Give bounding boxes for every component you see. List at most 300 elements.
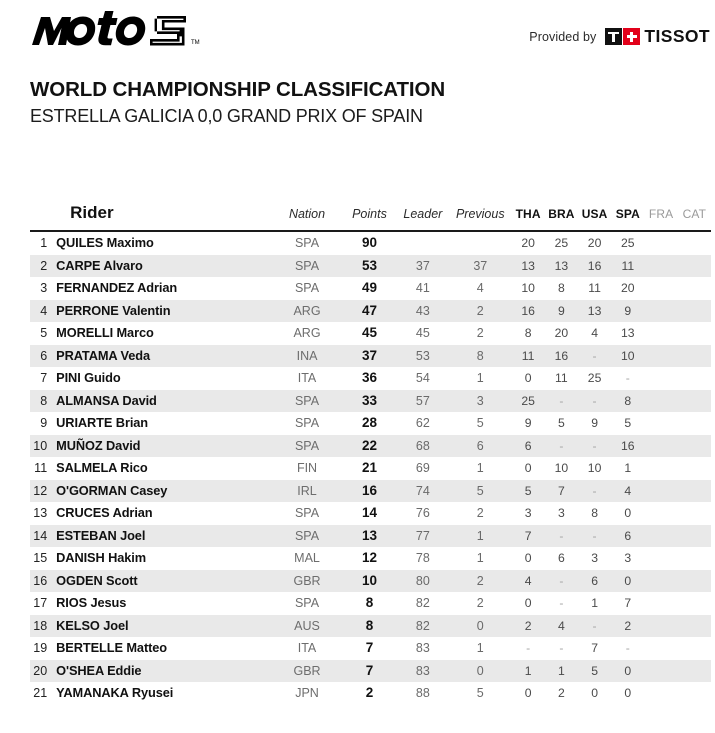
row-position: 1 [40, 236, 48, 250]
row-race-result-5 [678, 367, 711, 390]
moto3-wordmark-icon [28, 11, 208, 51]
row-race-result-0: 2 [524, 618, 532, 633]
row-position: 4 [40, 303, 48, 318]
row-race-result-1: 13 [554, 258, 569, 273]
rider-given-name: Brian [112, 415, 149, 430]
rider-surname: YAMANAKA [56, 685, 129, 700]
row-leader-gap: 76 [415, 506, 430, 520]
row-nation: SPA [294, 258, 320, 273]
standings-table [30, 203, 711, 705]
row-previous-gap: 5 [476, 483, 484, 498]
row-position: 10 [33, 438, 48, 453]
rider-surname: QUILES [56, 235, 104, 250]
row-position: 16 [33, 573, 48, 588]
row-race-result-0: 4 [524, 573, 532, 588]
rider-given-name: Marco [113, 325, 154, 340]
row-rider-name[interactable] [52, 412, 272, 435]
row-leader-gap: 53 [415, 348, 430, 363]
rider-given-name: Valentin [118, 302, 171, 318]
row-race-result-0: 1 [524, 663, 532, 678]
row-rider-name[interactable] [52, 637, 272, 660]
table-row[interactable] [30, 637, 711, 660]
row-race-result-2: - [592, 393, 597, 408]
row-nation: ITA [297, 371, 317, 385]
row-nation: GBR [293, 573, 321, 588]
row-points: 21 [361, 460, 377, 475]
row-nation: JPN [295, 686, 319, 700]
row-points: 22 [361, 437, 377, 453]
row-leader-gap: 78 [415, 551, 430, 565]
row-race-result-2: - [592, 528, 597, 543]
row-race-result-2: 0 [591, 686, 598, 700]
rider-surname: FERNANDEZ [56, 280, 135, 295]
row-race-result-2: - [592, 438, 597, 453]
row-rider-name[interactable] [52, 231, 272, 255]
row-points: 47 [361, 302, 377, 318]
row-leader-gap: 62 [415, 416, 430, 430]
row-nation: MAL [294, 551, 320, 565]
row-rider-name[interactable] [52, 345, 272, 368]
row-rider-name[interactable] [52, 660, 272, 683]
rider-given-name: Joel [116, 527, 146, 543]
row-rider-name[interactable] [52, 480, 272, 503]
rider-given-name: Jesus [87, 595, 127, 610]
row-race-result-3: 5 [624, 416, 632, 430]
row-race-result-5 [678, 277, 711, 300]
row-points: 10 [361, 572, 377, 588]
rider-surname: SALMELA [56, 460, 117, 475]
row-race-result-2: - [592, 618, 597, 633]
row-position: 19 [33, 641, 48, 655]
row-race-result-2: 13 [587, 303, 602, 318]
column-header-nation-label: Nation [288, 207, 326, 221]
table-row[interactable] [30, 570, 711, 593]
row-points: 49 [361, 280, 377, 295]
row-race-result-1: 6 [557, 551, 565, 565]
row-race-result-3: 9 [624, 303, 632, 318]
row-position: 9 [40, 416, 48, 430]
row-leader-gap: 68 [415, 438, 430, 453]
row-leader-gap: 82 [415, 618, 430, 633]
row-rider-name[interactable] [52, 502, 272, 525]
row-race-result-3: 13 [621, 326, 635, 340]
row-previous-gap: 1 [476, 528, 484, 543]
row-nation: ARG [293, 326, 321, 340]
row-points: 14 [361, 505, 377, 520]
rider-given-name: David [102, 437, 141, 453]
row-rider-name[interactable] [52, 255, 272, 278]
column-header-race-3 [611, 203, 644, 231]
race-code-1: BRA [548, 207, 575, 221]
row-race-result-0: 13 [521, 258, 535, 273]
row-race-result-3: 7 [624, 596, 632, 610]
row-previous-gap: 0 [476, 663, 484, 678]
column-header-points [342, 203, 396, 231]
row-position: 14 [33, 528, 48, 543]
row-race-result-0: 5 [524, 483, 532, 498]
rider-given-name: Rico [116, 460, 148, 475]
row-previous-gap: 2 [476, 596, 484, 610]
row-race-result-2: 4 [591, 326, 598, 340]
row-race-result-4 [644, 412, 677, 435]
column-header-race-0 [512, 203, 545, 231]
row-nation: ARG [293, 303, 321, 318]
row-rider-name[interactable] [52, 457, 272, 480]
rider-given-name: David [118, 392, 157, 408]
row-leader-gap: 82 [415, 596, 430, 610]
rider-given-name: Maximo [103, 235, 154, 250]
row-points: 36 [361, 370, 377, 385]
row-position: 5 [40, 326, 48, 340]
row-race-result-0: 6 [524, 438, 532, 453]
row-position: 6 [40, 348, 48, 363]
row-race-result-5 [678, 322, 711, 345]
table-row[interactable] [30, 255, 711, 278]
standings-table-wrapper [0, 203, 715, 705]
column-header-position [30, 203, 52, 231]
row-previous-gap: 2 [476, 326, 484, 340]
row-rider-name[interactable] [52, 615, 272, 638]
row-previous-gap: 1 [476, 461, 484, 475]
row-race-result-4 [644, 660, 677, 683]
row-nation: SPA [294, 236, 320, 250]
row-race-result-5 [678, 255, 711, 278]
row-rider-name[interactable] [52, 367, 272, 390]
table-row[interactable] [30, 300, 711, 323]
row-race-result-2: 25 [587, 371, 602, 385]
row-race-result-4 [644, 390, 677, 413]
swiss-cross-icon [623, 28, 640, 45]
row-race-result-4 [644, 345, 677, 368]
column-header-rider-label: Rider [70, 203, 114, 222]
row-race-result-3: 8 [624, 393, 632, 408]
row-race-result-1: 9 [557, 303, 565, 318]
rider-surname: OGDEN [56, 572, 103, 588]
row-race-result-1: 3 [557, 506, 565, 520]
table-row[interactable] [30, 367, 711, 390]
row-nation: ITA [297, 641, 317, 655]
row-race-result-3: 2 [624, 618, 632, 633]
row-race-result-4 [644, 435, 677, 458]
row-points: 90 [361, 235, 377, 250]
tissot-t-icon [605, 28, 622, 45]
row-race-result-0: 8 [524, 326, 532, 340]
row-points: 28 [361, 415, 377, 430]
row-previous-gap: 4 [476, 281, 484, 295]
table-row[interactable] [30, 525, 711, 548]
row-race-result-4 [644, 502, 677, 525]
row-points: 45 [361, 325, 377, 340]
row-leader-gap: 80 [415, 573, 430, 588]
row-race-result-4 [644, 547, 677, 570]
row-position: 21 [33, 686, 48, 700]
row-points: 13 [361, 527, 377, 543]
rider-surname: CRUCES [56, 505, 110, 520]
row-points: 12 [361, 550, 377, 565]
row-race-result-2: 20 [587, 236, 602, 250]
row-leader-gap: 88 [415, 686, 430, 700]
row-points: 7 [365, 662, 374, 678]
row-race-result-1: 11 [555, 371, 568, 385]
table-row[interactable] [30, 592, 711, 615]
rider-surname: URIARTE [56, 415, 113, 430]
table-row[interactable] [30, 660, 711, 683]
row-race-result-0: 20 [521, 236, 535, 250]
row-leader-gap: 83 [415, 663, 430, 678]
row-race-result-3: 0 [624, 686, 632, 700]
row-race-result-2: 9 [591, 416, 598, 430]
row-points: 33 [361, 392, 377, 408]
row-race-result-1: - [559, 438, 564, 453]
row-race-result-5 [678, 390, 711, 413]
row-position: 8 [40, 393, 48, 408]
row-previous-gap: 2 [476, 303, 484, 318]
row-leader-gap: 74 [415, 483, 430, 498]
row-race-result-0: 3 [524, 506, 532, 520]
row-race-result-5 [678, 231, 711, 255]
row-race-result-1: 8 [557, 281, 565, 295]
row-race-result-2: - [592, 483, 597, 498]
row-points: 37 [361, 347, 377, 363]
row-nation: FIN [296, 461, 318, 475]
row-race-result-5 [678, 345, 711, 368]
column-header-race-4 [644, 203, 677, 231]
title-block [0, 66, 715, 128]
row-race-result-4 [644, 322, 677, 345]
row-race-result-4 [644, 615, 677, 638]
table-row[interactable] [30, 322, 711, 345]
table-row[interactable] [30, 615, 711, 638]
row-race-result-4 [644, 570, 677, 593]
row-race-result-5 [678, 615, 711, 638]
row-points: 8 [365, 617, 374, 633]
rider-surname: PERRONE [56, 302, 119, 318]
table-row[interactable] [30, 390, 711, 413]
row-rider-name[interactable] [52, 682, 272, 705]
row-nation: SPA [294, 506, 320, 520]
row-race-result-3: - [625, 641, 630, 655]
row-race-result-2: 6 [591, 573, 598, 588]
rider-given-name: Ryusei [128, 685, 174, 700]
row-race-result-3: 1 [624, 461, 632, 475]
row-rider-name[interactable] [52, 322, 272, 345]
row-nation: AUS [294, 618, 320, 633]
row-nation: INA [296, 348, 318, 363]
row-leader-gap [397, 231, 449, 255]
row-race-result-4 [644, 637, 677, 660]
row-race-result-0: 0 [524, 596, 532, 610]
row-race-result-3: 4 [624, 483, 632, 498]
row-race-result-3: 0 [624, 573, 632, 588]
rider-given-name: Matteo [122, 640, 167, 655]
row-nation: SPA [294, 393, 320, 408]
table-row[interactable] [30, 277, 711, 300]
rider-given-name: Adrian [109, 505, 153, 520]
rider-given-name: Adrian [134, 280, 178, 295]
row-race-result-2: 7 [591, 641, 598, 655]
row-leader-gap: 83 [415, 641, 430, 655]
row-rider-name[interactable] [52, 390, 272, 413]
row-previous-gap: 2 [476, 506, 484, 520]
row-rider-name[interactable] [52, 525, 272, 548]
row-race-result-4 [644, 525, 677, 548]
row-race-result-0: 0 [524, 551, 532, 565]
row-previous-gap: 1 [476, 371, 484, 385]
row-race-result-0: 7 [524, 528, 532, 543]
rider-surname: ESTEBAN [56, 527, 117, 543]
row-race-result-1: 1 [557, 663, 565, 678]
rider-surname: MORELLI [56, 325, 114, 340]
row-points: 7 [365, 640, 374, 655]
table-header [30, 203, 711, 231]
provided-by-label: Provided by [529, 29, 597, 44]
row-race-result-2: 3 [591, 551, 598, 565]
rider-surname: O'GORMAN [56, 482, 127, 498]
row-leader-gap: 69 [415, 461, 430, 475]
table-row[interactable] [30, 412, 711, 435]
row-race-result-3: - [625, 371, 630, 385]
rider-surname: RIOS [56, 595, 88, 610]
row-rider-name[interactable] [52, 435, 272, 458]
row-race-result-3: 0 [624, 506, 632, 520]
row-race-result-0: - [526, 641, 531, 655]
rider-given-name: Guido [80, 370, 121, 385]
row-race-result-0: 25 [521, 393, 535, 408]
tissot-wordmark: TISSOT [644, 26, 710, 46]
row-race-result-5 [678, 300, 711, 323]
row-race-result-5 [678, 660, 711, 683]
table-row[interactable] [30, 480, 711, 503]
row-rider-name[interactable] [52, 547, 272, 570]
table-row[interactable] [30, 457, 711, 480]
table-row[interactable] [30, 502, 711, 525]
rider-given-name: Alvaro [100, 257, 143, 273]
row-rider-name[interactable] [52, 570, 272, 593]
row-points: 2 [365, 685, 374, 700]
row-leader-gap: 41 [415, 281, 430, 295]
row-previous-gap [449, 231, 511, 255]
row-previous-gap: 6 [476, 438, 484, 453]
provided-by-block [529, 26, 710, 47]
tissot-logo [605, 26, 710, 47]
page-title: WORLD CHAMPIONSHIP CLASSIFICATION [30, 78, 446, 101]
row-race-result-3: 0 [624, 663, 632, 678]
row-race-result-1: - [559, 641, 564, 655]
svg-text:TM: TM [191, 40, 200, 46]
rider-surname: PRATAMA [56, 347, 118, 363]
row-race-result-3: 11 [621, 258, 635, 273]
row-position: 2 [40, 258, 48, 273]
column-header-previous [449, 203, 511, 231]
rider-surname: PINI [56, 370, 81, 385]
row-previous-gap: 1 [476, 641, 484, 655]
row-race-result-1: - [559, 528, 564, 543]
rider-surname: DANISH [56, 550, 105, 565]
row-rider-name[interactable] [52, 277, 272, 300]
row-rider-name[interactable] [52, 300, 272, 323]
column-header-points-label: Points [352, 207, 387, 221]
row-race-result-0: 0 [524, 371, 532, 385]
row-race-result-5 [678, 682, 711, 705]
row-points: 8 [365, 595, 374, 610]
rider-given-name: Eddie [103, 662, 142, 678]
row-race-result-2: 1 [591, 596, 598, 610]
column-header-leader-label: Leader [403, 207, 443, 221]
row-leader-gap: 37 [415, 258, 430, 273]
row-race-result-4 [644, 367, 677, 390]
rider-surname: KELSO [56, 617, 100, 633]
row-race-result-0: 11 [521, 348, 535, 363]
row-position: 17 [33, 596, 48, 610]
table-row[interactable] [30, 547, 711, 570]
row-race-result-4 [644, 231, 677, 255]
row-race-result-4 [644, 480, 677, 503]
row-previous-gap: 1 [476, 551, 484, 565]
row-race-result-3: 6 [624, 528, 632, 543]
row-position: 11 [34, 461, 48, 475]
column-header-race-5 [678, 203, 711, 231]
row-race-result-5 [678, 570, 711, 593]
row-race-result-5 [678, 592, 711, 615]
table-row[interactable] [30, 682, 711, 705]
row-race-result-4 [644, 255, 677, 278]
row-race-result-5 [678, 547, 711, 570]
row-race-result-4 [644, 682, 677, 705]
header-row [30, 203, 711, 231]
row-race-result-5 [678, 435, 711, 458]
rider-surname: O'SHEA [56, 662, 104, 678]
row-position: 7 [40, 371, 48, 385]
row-race-result-4 [644, 592, 677, 615]
table-row[interactable] [30, 231, 711, 255]
rider-surname: CARPE [56, 257, 101, 273]
row-leader-gap: 43 [415, 303, 430, 318]
row-race-result-3: 25 [621, 236, 635, 250]
row-previous-gap: 8 [476, 348, 484, 363]
row-race-result-2: 16 [587, 258, 602, 273]
row-previous-gap: 37 [473, 258, 488, 273]
row-points: 53 [361, 257, 377, 273]
table-row[interactable] [30, 345, 711, 368]
table-row[interactable] [30, 435, 711, 458]
row-race-result-5 [678, 637, 711, 660]
column-header-rider [52, 203, 272, 231]
column-header-race-1 [545, 203, 578, 231]
row-rider-name[interactable] [52, 592, 272, 615]
row-previous-gap: 2 [476, 573, 484, 588]
row-nation: SPA [294, 528, 320, 543]
row-previous-gap: 5 [476, 686, 484, 700]
row-race-result-1: 20 [554, 326, 569, 340]
rider-given-name: Hakim [104, 550, 146, 565]
row-race-result-0: 16 [521, 303, 535, 318]
row-position: 3 [40, 281, 48, 295]
rider-surname: ALMANSA [56, 392, 119, 408]
row-race-result-0: 10 [521, 281, 535, 295]
rider-given-name: Casey [126, 482, 168, 498]
row-nation: SPA [294, 416, 320, 430]
race-code-3: SPA [615, 207, 640, 221]
row-leader-gap: 45 [415, 326, 430, 340]
row-race-result-5 [678, 412, 711, 435]
row-race-result-1: - [559, 573, 564, 588]
column-header-race-2 [578, 203, 611, 231]
row-position: 15 [33, 551, 48, 565]
column-header-nation [272, 203, 343, 231]
row-race-result-0: 0 [524, 686, 532, 700]
row-leader-gap: 54 [415, 371, 430, 385]
row-leader-gap: 57 [415, 393, 430, 408]
